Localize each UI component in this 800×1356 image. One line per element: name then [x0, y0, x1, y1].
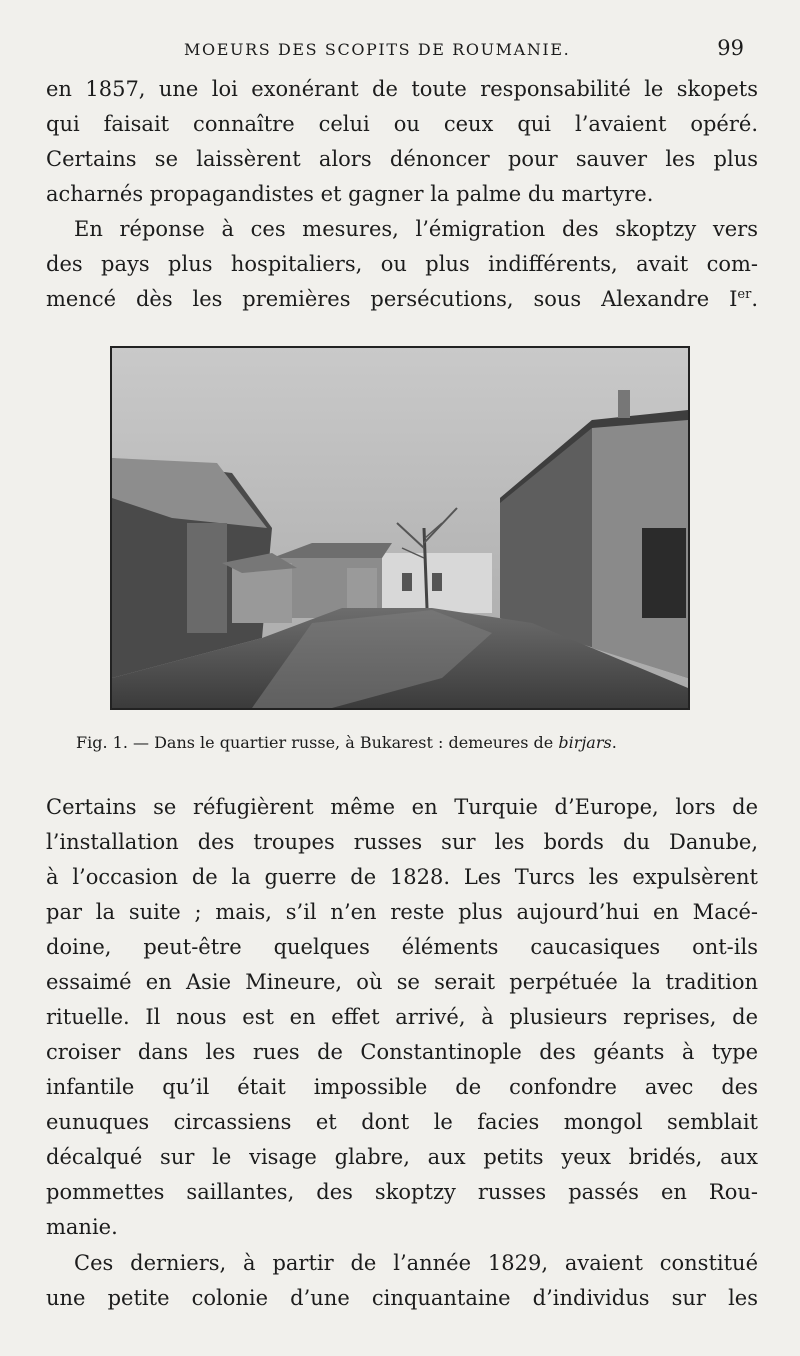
street-photograph — [110, 346, 690, 710]
text-line: acharnés propagandistes et gagner la palme du martyre. — [46, 182, 654, 206]
text-line: infantile qu’il était impossible de confondre avec des — [46, 1075, 758, 1099]
text-line: pommettes saillantes, des skoptzy russes passés en Rou- — [46, 1180, 758, 1204]
text-line: par la suite ; mais, s’il n’en reste plus aujourd’hui en Macé- — [46, 900, 758, 924]
figure-caption — [76, 733, 766, 752]
text-line: essaimé en Asie Mineure, où se serait perpétuée la tradition — [46, 970, 758, 994]
text-line: décalqué sur le visage glabre, aux petits yeux bridés, aux — [46, 1145, 758, 1169]
text-line: En réponse à ces mesures, l’émigration des skoptzy vers — [74, 217, 758, 241]
text-line: manie. — [46, 1215, 118, 1239]
caption-text: Fig. 1. — Dans le quartier russe, à Bukarest : demeures de — [76, 733, 559, 752]
text-fragment: mencé dès les premières persécutions, sous Alexandre I — [46, 287, 738, 311]
page-number: 99 — [717, 36, 744, 60]
text-line: une petite colonie d’une cinquantaine d’individus sur les — [46, 1286, 758, 1310]
text-fragment: . — [751, 287, 758, 311]
text-line-last — [46, 282, 758, 317]
text-line: en 1857, une loi exonérant de toute responsabilité le skopets — [46, 77, 758, 101]
text-line: Ces derniers, à partir de l’année 1829, avaient constitué — [74, 1251, 758, 1275]
paragraph-3 — [46, 790, 758, 1245]
caption-italic: birjars — [558, 733, 612, 752]
text-line: eunuques circassiens et dont le facies mongol semblait — [46, 1110, 758, 1134]
superscript: er — [737, 287, 752, 302]
paragraph-1 — [46, 72, 758, 212]
caption-end: . — [611, 733, 617, 752]
text-line: Certains se réfugièrent même en Turquie d’Europe, lors de — [46, 795, 758, 819]
text-line: croiser dans les rues de Constantinople des géants à type — [46, 1040, 758, 1064]
text-line: Certains se laissèrent alors dénoncer pour sauver les plus — [46, 147, 758, 171]
text-line: l’installation des troupes russes sur les bords du Danube, — [46, 830, 758, 854]
paragraph-4 — [46, 1246, 758, 1316]
text-line: doine, peut-être quelques éléments caucasiques ont-ils — [46, 935, 758, 959]
running-head — [48, 36, 760, 64]
running-title: MOEURS DES SCOPITS DE ROUMANIE. — [184, 40, 571, 59]
text-line: qui faisait connaître celui ou ceux qui l’avaient opéré. — [46, 112, 758, 136]
text-line: à l’occasion de la guerre de 1828. Les Turcs les expulsèrent — [46, 865, 758, 889]
text-line: rituelle. Il nous est en effet arrivé, à plusieurs reprises, de — [46, 1005, 758, 1029]
paragraph-2 — [46, 212, 758, 317]
text-line: des pays plus hospitaliers, ou plus indifférents, avait com- — [46, 252, 758, 276]
street-scene-illustration — [112, 348, 688, 708]
